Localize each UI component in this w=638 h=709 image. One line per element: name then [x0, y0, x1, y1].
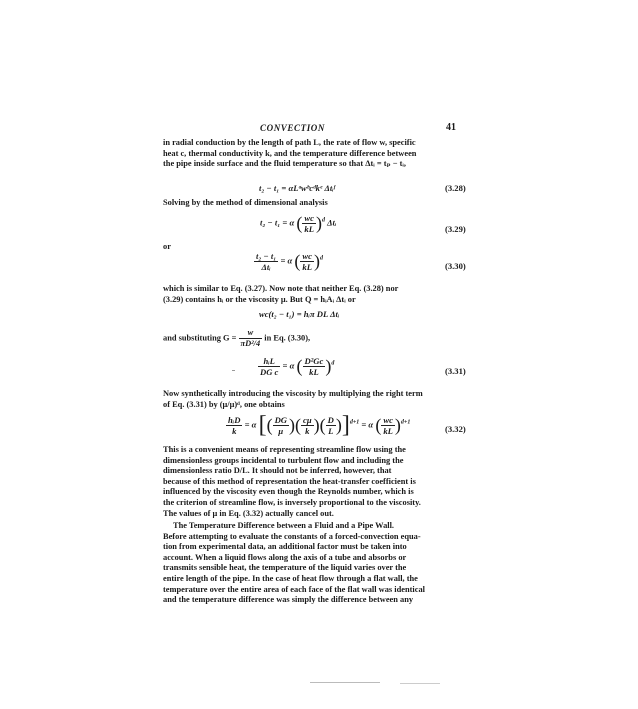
- frac-den: k: [232, 426, 237, 436]
- text-line: and the temperature difference was simply the difference between any: [163, 595, 414, 605]
- text-line: account. When a liquid flows along the axis of a tube and absorbs or: [163, 552, 407, 562]
- equation-number: (3.29): [445, 224, 466, 234]
- equation-number: (3.32): [445, 424, 466, 434]
- frac-den: L: [328, 426, 334, 436]
- paragraph-5: [163, 521, 481, 606]
- exponent: d: [321, 217, 325, 224]
- frac-den: kL: [304, 224, 314, 234]
- paragraph-4: [163, 445, 481, 519]
- frac-num: hᵢL: [258, 356, 280, 367]
- equation-number: (3.28): [445, 183, 466, 193]
- frac-num: cμ: [303, 415, 312, 425]
- text-line: influenced by the viscosity even though the Reynolds number, which is: [163, 487, 414, 497]
- exponent: d+1: [400, 419, 411, 426]
- text-line: the criterion of streamline flow, is inversely proportional to the viscosity.: [163, 497, 421, 507]
- frac-num: D: [327, 415, 334, 425]
- paragraph-1: [163, 138, 481, 170]
- frac-num: t₂ − t₁: [256, 251, 277, 261]
- exponent: d: [331, 360, 335, 367]
- text-line: which is similar to Eq. (3.27). Now note that neither Eq. (3.28) nor: [163, 284, 399, 293]
- text-line: tion from experimental data, an additional factor must be taken into: [163, 542, 407, 552]
- frac-den: πD²/4: [240, 339, 261, 348]
- solving-line: Solving by the method of dimensional analysis: [163, 198, 328, 207]
- text-line: dimensionless groups incidental to turbulent flow and including the: [163, 455, 404, 465]
- frac-den: kL: [302, 262, 312, 272]
- text-line: in radial conduction by the length of path L, the rate of flow w, specific: [163, 138, 416, 147]
- equation-3-30: $\frac{\text{t₂ − t₁}}{\text{Δtᵢ}}$ = α ( $\frac{wc}{kL}$ )$^d$: [256, 251, 323, 272]
- text-line: (3.29) contains hᵢ or the viscosity μ. But Q = hᵢAᵢ Δtᵢ or: [163, 294, 356, 304]
- exponent: d+1: [349, 419, 360, 426]
- text-line: temperature over the entire area of each face of the flat wall was identical: [163, 584, 425, 594]
- paragraph-3: [163, 389, 481, 410]
- text-line: entire length of the pipe. In the case of heat flow through a flat wall, the: [163, 573, 418, 583]
- frac-den: μ: [278, 426, 284, 436]
- frac-num: wc: [383, 415, 393, 425]
- text-line: transmits sensible heat, the temperature of the liquid varies over the: [163, 563, 407, 573]
- frac-den: DG c: [260, 367, 279, 377]
- equation-number: (3.30): [445, 261, 466, 271]
- text-line: The values of μ in Eq. (3.32) actually cancel out.: [163, 508, 334, 518]
- text-line: the pipe inside surface and the fluid temperature so that Δtᵢ = tₚ − tᵢ,: [163, 159, 407, 169]
- eq-mid: = α: [280, 255, 293, 266]
- text-line: Now synthetically introducing the viscosity by multiplying the right term: [163, 389, 423, 398]
- frac-num: hᵢD: [228, 415, 241, 425]
- frac-num: wc: [302, 251, 312, 261]
- text-line: dimensionless ratio D/L. It should not be inferred, however, that: [163, 466, 392, 476]
- frac-den: k: [305, 426, 310, 436]
- running-header: CONVECTION: [260, 123, 326, 133]
- frac-den: kL: [309, 367, 319, 377]
- text-line: because of this method of representation the heat-transfer coefficient is: [163, 476, 416, 486]
- text-line: heat c, thermal conductivity k, and the temperature difference between: [163, 148, 417, 158]
- equation-3-28: t₂ − t₁ = αLᵃwᵇcᵈkᵉ Δtᵢᶠ: [259, 183, 336, 193]
- eq-rhs: Δtᵢ: [327, 217, 337, 228]
- frac-den: kL: [383, 426, 393, 436]
- frac-den: Δtᵢ: [261, 262, 271, 272]
- subst-prefix: and substituting G =: [163, 333, 237, 343]
- equation-q: wc(t₂ − t₁) = hᵢπ DL Δtᵢ: [259, 309, 340, 319]
- eq-lhs: t₂ − t₁ = α: [260, 217, 295, 228]
- exponent: d: [319, 255, 323, 262]
- scan-artifact: [400, 683, 440, 684]
- equation-3-31: $\frac{\text{hᵢL}}{\text{DG c}}$ = α ( $\frac{\text{D²Gc}}{kL}$ )$^d$: [260, 356, 335, 377]
- equation-3-29: t₂ − t₁ = α ( $\frac{wc}{kL}$ )$^d$ Δtᵢ: [260, 213, 337, 234]
- eq-mid: = α: [244, 419, 257, 430]
- section-heading: The Temperature Difference between a Fluid and a Pipe Wall.: [173, 521, 394, 530]
- frac-num: DG: [274, 415, 287, 425]
- frac-num: wc: [304, 213, 314, 223]
- scan-artifact: [310, 682, 380, 683]
- paragraph-2: [163, 284, 481, 305]
- eq-mid: = α: [361, 419, 374, 430]
- scan-artifact: [232, 370, 235, 371]
- eq-mid: = α: [282, 360, 295, 371]
- page-number: 41: [446, 122, 456, 133]
- subst-suffix: in Eq. (3.30),: [264, 333, 311, 343]
- text-line: Before attempting to evaluate the constants of a forced-convection equa-: [163, 531, 421, 541]
- text-line: of Eq. (3.31) by (μ/μ)ᵈ, one obtains: [163, 399, 285, 409]
- or-label: or: [163, 242, 171, 251]
- equation-number: (3.31): [445, 366, 466, 376]
- text-line: This is a convenient means of representing streamline flow using the: [163, 445, 406, 454]
- frac-num: w: [239, 328, 263, 339]
- substitution-line: [163, 328, 310, 349]
- equation-3-32: $\frac{\text{hᵢD}}{k}$ = α [( $\frac{DG}{\mu}$ )( $\frac{c\mu}{k}$ )( $\frac{D}{L}$ )]$^{d+1}$ = α ( $\frac{wc}{kL}$ )$^{d+1}$: [228, 412, 411, 438]
- frac-num: D²Gc: [304, 356, 324, 366]
